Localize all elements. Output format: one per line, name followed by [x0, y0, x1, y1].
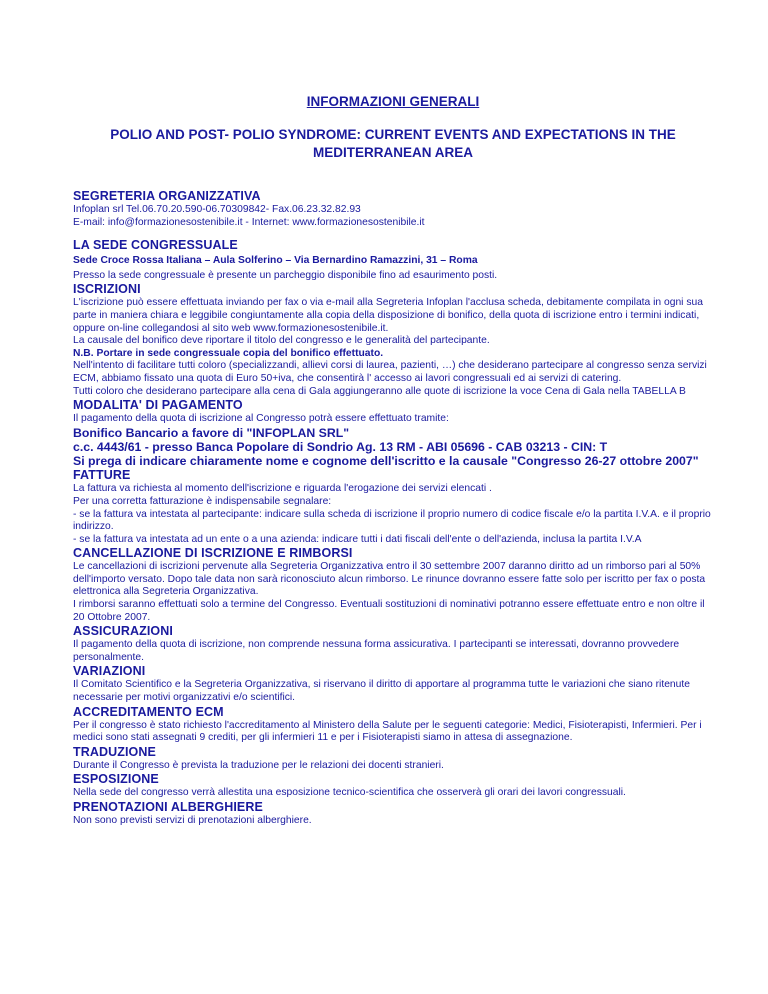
assicurazioni-heading: ASSICURAZIONI: [73, 624, 173, 639]
section-cancellazione: [73, 546, 713, 624]
page-title: INFORMAZIONI GENERALI: [306, 94, 480, 109]
iscrizioni-nb: N.B. Portare in sede congressuale copia del bonifico effettuato.: [73, 347, 384, 359]
variazioni-heading: VARIAZIONI: [73, 664, 146, 679]
esposizione-heading: ESPOSIZIONE: [73, 772, 159, 787]
iscrizioni-paragraph-1: L'iscrizione può essere effettuata inviando per fax o via e-mail alla Segreteria Infoplan l'acclusa scheda, debitamente compilata in ogni sua parte in maniera chiara e leggibile congiuntamente alla copia della disposizione di bonifico, della quota di iscrizione entro i termini indicati, oppure on-line collegandosi al sito web www.formazionesostenibile.it.: [73, 297, 703, 334]
pagamento-intro: Il pagamento della quota di iscrizione al Congresso potrà essere effettuato tramite:: [73, 413, 449, 425]
segreteria-heading: SEGRETERIA ORGANIZZATIVA: [73, 189, 261, 203]
ecm-paragraph: Per il congresso è stato richiesto l'accreditamento al Ministero della Salute per le seguenti categorie: Medici, Fisioterapisti, Infermieri. Per i medici sono stati assegnati 9 crediti, per gli infermieri 11 e per i Fisioterapisti siamo in attesa di assegnazione.: [73, 719, 702, 744]
section-esposizione: [73, 772, 713, 800]
section-prenotazioni: [73, 800, 713, 828]
segreteria-email-web: E-mail: info@formazionesostenibile.it - Internet: www.formazionesostenibile.it: [73, 216, 425, 228]
pagamento-note: Si prega di indicare chiaramente nome e cognome dell'iscritto e la causale "Congresso 26-27 ottobre 2007": [73, 454, 699, 469]
section-iscrizioni: [73, 282, 713, 398]
section-pagamento: [73, 398, 713, 468]
section-ecm: [73, 705, 713, 745]
iscrizioni-paragraph-4: Tutti coloro che desiderano partecipare alla cena di Gala aggiungeranno alle quote di iscrizione la voce Cena di Gala nella TABELLA B: [73, 385, 686, 397]
prenotazioni-heading: PRENOTAZIONI ALBERGHIERE: [73, 800, 263, 815]
iscrizioni-paragraph-2: La causale del bonifico deve riportare il titolo del congresso e le generalità del partecipante.: [73, 335, 490, 347]
esposizione-paragraph: Nella sede del congresso verrà allestita una esposizione tecnico-scientifica che osserverà gli orari dei lavori congressuali.: [73, 787, 626, 799]
pagamento-heading: MODALITA' DI PAGAMENTO: [73, 398, 243, 413]
section-assicurazioni: [73, 624, 713, 664]
sede-parking: Presso la sede congressuale è presente un parcheggio disponibile fino ad esaurimento posti.: [73, 269, 498, 281]
cancellazione-paragraph-1: Le cancellazioni di iscrizioni pervenute alla Segreteria Organizzativa entro il 30 settembre 2007 daranno diritto ad un rimborso pari al 50% dell'importo versato. Dopo tale data non sarà riconosciuto alcun rimborso. Le rinunce dovranno essere fatte solo per iscritto per fax o posta elettronica alla Segreteria Organizzativa.: [73, 561, 706, 598]
assicurazioni-paragraph: Il pagamento della quota di iscrizione, non comprende nessuna forma assicurativa. I partecipanti se interessati, dovranno provvedere personalmente.: [73, 639, 680, 663]
section-sede: [73, 238, 713, 282]
iscrizioni-paragraph-3: Nell'intento di facilitare tutti coloro (specializzandi, allievi corsi di laurea, pazienti, …) che desiderano partecipare al congresso senza servizi ECM, abbiamo fissato una quota di Euro 50+iva, che consentirà l' accesso ai lavori congressuali ed ai servizi di catering.: [73, 360, 707, 384]
fatture-line-4: - se la fattura va intestata ad un ente o a una azienda: indicare tutti i dati fiscali dell'ente o dell'azienda, inclusa la partita I.V.A: [73, 533, 642, 545]
pagamento-bonifico: Bonifico Bancario a favore di "INFOPLAN SRL": [73, 425, 350, 440]
variazioni-paragraph: Il Comitato Scientifico e la Segreteria Organizzativa, si riservano il diritto di apportare al programma tutte le variazioni che siano ritenute necessarie per motivi organizzativi e/o scientifici.: [73, 679, 690, 704]
ecm-heading: ACCREDITAMENTO ECM: [73, 704, 224, 719]
section-variazioni: [73, 664, 713, 704]
section-segreteria: [73, 189, 713, 229]
sede-heading: LA SEDE CONGRESSUALE: [73, 238, 238, 253]
pagamento-bank-details: c.c. 4443/61 - presso Banca Popolare di Sondrio Ag. 13 RM - ABI 05696 - CAB 03213 - CIN: T: [73, 439, 608, 454]
traduzione-paragraph: Durante il Congresso è prevista la traduzione per le relazioni dei docenti stranieri.: [73, 759, 444, 771]
iscrizioni-heading: ISCRIZIONI: [73, 282, 141, 297]
fatture-heading: FATTURE: [73, 468, 131, 483]
prenotazioni-paragraph: Non sono previsti servizi di prenotazioni alberghiere.: [73, 815, 312, 827]
segreteria-contacts: Infoplan srl Tel.06.70.20.590-06.70309842- Fax.06.23.32.82.93: [73, 204, 361, 215]
fatture-line-2: Per una corretta fatturazione è indispensabile segnalare:: [73, 495, 332, 507]
fatture-line-1: La fattura va richiesta al momento dell'iscrizione e riguarda l'erogazione dei servizi elencati .: [73, 483, 492, 495]
cancellazione-heading: CANCELLAZIONE DI ISCRIZIONE E RIMBORSI: [73, 546, 353, 561]
congress-title: POLIO AND POST- POLIO SYNDROME: CURRENT EVENTS AND EXPECTATIONS IN THE MEDITERRANEAN AREA: [110, 127, 676, 160]
fatture-line-3: - se la fattura va intestata al partecipante: indicare sulla scheda di iscrizione il proprio numero di codice fiscale e/o la partita I.V.A. e il proprio indirizzo.: [73, 508, 711, 533]
section-fatture: [73, 468, 713, 546]
sede-address: Sede Croce Rossa Italiana – Aula Solferino – Via Bernardino Ramazzini, 31 – Roma: [73, 255, 478, 267]
cancellazione-paragraph-2: I rimborsi saranno effettuati solo a termine del Congresso. Eventuali sostituzioni di nominativi potranno essere effettuate entro e non oltre il 20 Ottobre 2007.: [73, 599, 705, 623]
document-body: [73, 189, 713, 828]
section-traduzione: [73, 745, 713, 773]
traduzione-heading: TRADUZIONE: [73, 744, 156, 759]
